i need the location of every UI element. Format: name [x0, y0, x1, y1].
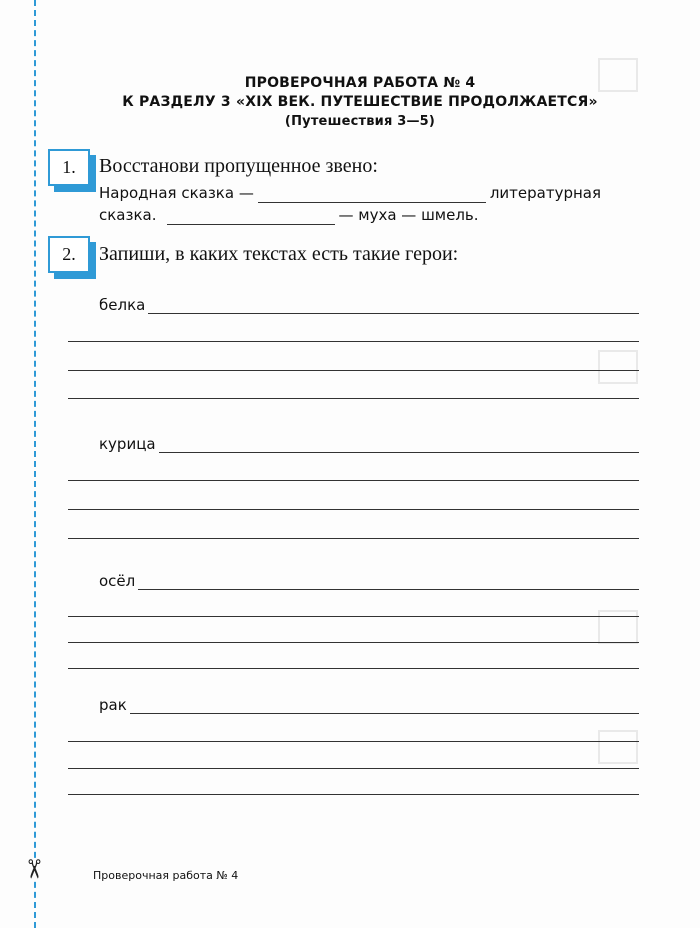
fill-in-row — [99, 183, 601, 203]
hero-answer-row — [99, 570, 639, 590]
hero-label: рак — [99, 696, 127, 714]
worksheet-subtitle: (Путешествия 3—5) — [284, 114, 436, 129]
task-number-badge: 1. — [48, 149, 90, 186]
worksheet-title: ПРОВЕРОЧНАЯ РАБОТА № 4 — [244, 75, 476, 91]
answer-line[interactable] — [68, 538, 639, 539]
hero-label: курица — [99, 435, 156, 453]
answer-line[interactable] — [68, 480, 639, 481]
hero-answer-row — [99, 694, 639, 714]
hero-label: осёл — [99, 572, 136, 590]
answer-line[interactable] — [68, 616, 639, 617]
worksheet-section-title: К РАЗДЕЛУ 3 «XIX ВЕК. ПУТЕШЕСТВИЕ ПРОДОЛЖАЕТСЯ» — [122, 94, 598, 110]
row-text: литературная — [489, 184, 602, 202]
scissors-icon: ✂ — [17, 858, 48, 880]
answer-line[interactable] — [68, 741, 639, 742]
task-number-badge: 2. — [48, 236, 90, 273]
row-text: сказка. — [99, 206, 157, 224]
hero-answer-row — [99, 433, 639, 453]
answer-line[interactable] — [148, 299, 639, 314]
answer-line[interactable] — [68, 642, 639, 643]
answer-line[interactable] — [159, 438, 639, 453]
answer-line[interactable] — [68, 341, 639, 342]
page-footer: Проверочная работа № 4 — [93, 869, 239, 882]
fill-in-row — [99, 205, 479, 225]
answer-line[interactable] — [130, 699, 639, 714]
row-text: — муха — шмель. — [338, 206, 479, 224]
answer-line[interactable] — [68, 370, 639, 371]
answer-line[interactable] — [138, 575, 639, 590]
bleed-through-box — [598, 730, 638, 764]
answer-blank[interactable] — [258, 187, 486, 203]
answer-line[interactable] — [68, 398, 639, 399]
answer-line[interactable] — [68, 768, 639, 769]
cut-line — [34, 0, 36, 928]
hero-answer-row — [99, 294, 639, 314]
hero-label: белка — [99, 296, 146, 314]
answer-line[interactable] — [68, 509, 639, 510]
task-instruction: Восстанови пропущенное звено: — [99, 155, 378, 177]
row-text: Народная сказка — — [99, 184, 254, 202]
answer-line[interactable] — [68, 794, 639, 795]
answer-blank[interactable] — [167, 209, 335, 225]
bleed-through-box — [598, 350, 638, 384]
task-instruction: Запиши, в каких текстах есть такие герои: — [99, 243, 459, 265]
answer-line[interactable] — [68, 668, 639, 669]
